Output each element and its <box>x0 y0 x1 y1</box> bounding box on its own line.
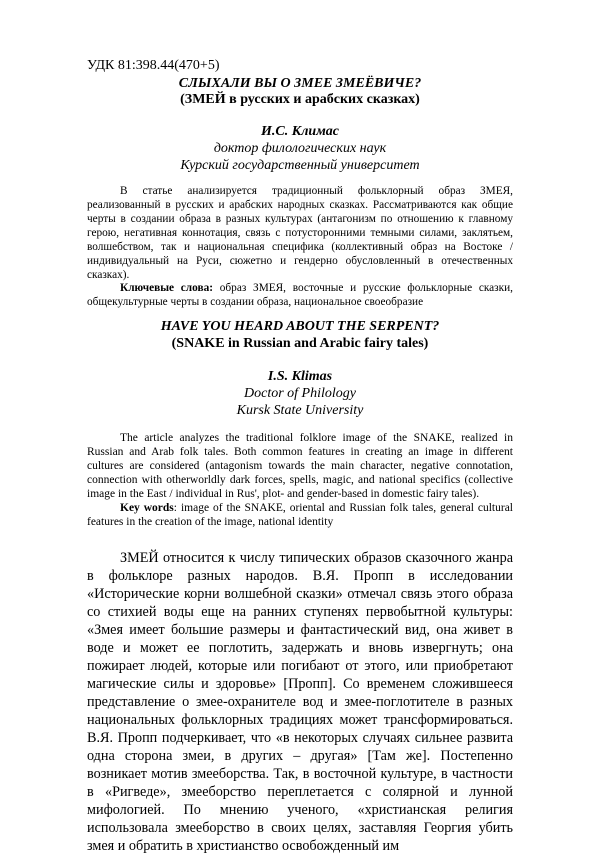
abstract-ru: В статье анализируется традиционный фольклорный образ ЗМЕЯ, реализованный в русских и арабских народных сказках. Рассматриваются как общие черты в создании образа в разных культурах (антагонизм по отношению к главному герою, негативная коннотация, связь с потусторонними темными силами, заклятьем, волшебством, так и национальная специфика (коллективный образ на Востоке / индивидуальный на Руси, сюжетно и гендерно обусловленный в отечественных сказках). <box>87 185 513 281</box>
title-en-subtitle: (SNAKE in Russian and Arabic fairy tales) <box>171 336 429 351</box>
university-ru: Курский государственный университет <box>180 158 420 173</box>
keywords-ru-label: Ключевые слова: <box>120 282 214 294</box>
title-ru-subtitle: (ЗМЕЙ в русских и арабских сказках) <box>180 92 420 107</box>
author-ru: И.С. Климас <box>261 124 339 139</box>
keywords-ru <box>87 281 513 309</box>
udk-code: УДК 81:398.44(470+5) <box>87 58 220 73</box>
degree-ru: доктор филологических наук <box>213 141 387 156</box>
body-paragraph: ЗМЕЙ относится к числу типических образов сказочного жанра в фольклоре разных народов. В.Я. Пропп в исследовании «Исторические корни волшебной сказки» отмечал связь этого образа со стихией воды еще на ранних ступенях первобытной культуры: «Змея имеет большие размеры и фантастический вид, она живет в воде и может ее поглотить, задержать и вновь извергнуть; она пожирает людей, которые или погибают от этого, или приобретают магические силы и здоровье» [Пропп]. Со временем сложившееся представление о змее-охранителе вод и змее-поглотителе в разных национальных фольклорных традициях может трансформироваться. В.Я. Пропп подчеркивает, что «в некоторых случаях сильнее развита одна сторона змеи, в других – другая» [Там же]. Постепенно возникает мотив змееборства. Так, в восточной культуре, в частности в «Ригведе», змееборство переплетается с солярной и лунной мифологией. По мнению ученого, «христианская религия использовала змееборство в своих целях, заставляя Георгия убить змея и обратить в христианство освобожденный им <box>87 550 513 854</box>
author-en: I.S. Klimas <box>267 369 333 384</box>
degree-en: Doctor of Philology <box>244 386 356 401</box>
keywords-ru-text: образ ЗМЕЯ, восточные и русские фольклорные сказки, общекультурные черты в создании образа, национальное своеобразие <box>87 282 513 308</box>
university-en: Kursk State University <box>236 403 364 418</box>
title-en-main: HAVE YOU HEARD ABOUT THE SERPENT? <box>160 319 440 334</box>
keywords-en <box>87 501 513 529</box>
title-ru-main: СЛЫХАЛИ ВЫ О ЗМЕЕ ЗМЕЁВИЧЕ? <box>178 76 422 91</box>
keywords-en-text: : image of the SNAKE, oriental and Russian folk tales, general cultural features in the creation of the image, national identity <box>87 502 513 528</box>
keywords-en-label: Key words <box>120 502 174 514</box>
abstract-en: The article analyzes the traditional folklore image of the SNAKE, realized in Russian and Arab folk tales. Both common features in creating an image in different cultures are considered (antagonism towards the main character, negative connotation, connection with otherworldly dark forces, spells, magic, and national specifics (collective image in the East / individual in Rus', plot- and gender-based in domestic fairy tales). <box>87 432 513 500</box>
